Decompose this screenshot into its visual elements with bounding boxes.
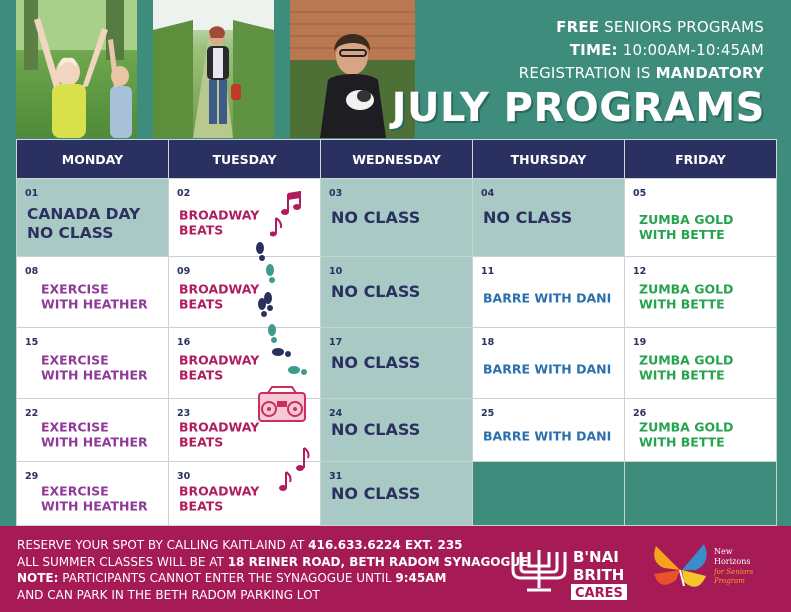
cell-activity: BROADWAY BEATS xyxy=(179,281,260,312)
svg-text:New: New xyxy=(714,547,733,556)
menorah-icon xyxy=(513,550,565,590)
calendar-cell xyxy=(625,179,777,257)
cell-date: 29 xyxy=(25,471,39,482)
calendar-cell xyxy=(321,179,473,257)
cell-date: 26 xyxy=(633,408,647,419)
calendar-week-row xyxy=(17,399,777,462)
cell-activity: NO CLASS xyxy=(331,483,421,503)
cell-activity: ZUMBA GOLD WITH BETTE xyxy=(639,419,734,450)
parking-line: AND CAN PARK IN THE BETH RADOM PARKING LOT xyxy=(17,587,320,602)
cell-date: 17 xyxy=(329,337,343,348)
cell-date: 01 xyxy=(25,188,39,199)
cell-date: 11 xyxy=(481,266,495,277)
cell-activity: BROADWAY BEATS xyxy=(179,419,260,450)
calendar-cell xyxy=(473,328,625,399)
calendar-cell xyxy=(625,328,777,399)
cell-date: 25 xyxy=(481,408,495,419)
calendar-cell xyxy=(473,179,625,257)
calendar-cell xyxy=(625,257,777,328)
cell-activity: BARRE WITH DANI xyxy=(483,428,612,444)
day-header-wednesday: WEDNESDAY xyxy=(321,140,473,179)
calendar-cell xyxy=(473,257,625,328)
cell-activity: BROADWAY BEATS xyxy=(179,352,260,383)
cell-date: 12 xyxy=(633,266,647,277)
brith-text: BRITH xyxy=(573,566,625,584)
cell-date: 16 xyxy=(177,337,191,348)
calendar-cell xyxy=(17,179,169,257)
day-header-thursday: THURSDAY xyxy=(473,140,625,179)
reserve-line: RESERVE YOUR SPOT BY CALLING KAITLAIND AT 416.633.6224 EXT. 235 xyxy=(17,538,463,552)
svg-text:Program: Program xyxy=(714,577,745,585)
calendar-cell xyxy=(17,399,169,462)
cell-date: 22 xyxy=(25,408,39,419)
cell-activity: ZUMBA GOLD WITH BETTE xyxy=(639,281,734,312)
cell-date: 03 xyxy=(329,188,343,199)
calendar-cell xyxy=(321,462,473,526)
cell-date: 23 xyxy=(177,408,191,419)
calendar-week-row xyxy=(17,179,777,257)
cell-activity: ZUMBA GOLD WITH BETTE xyxy=(639,352,734,383)
butterfly-icon xyxy=(654,544,707,587)
cell-activity: BARRE WITH DANI xyxy=(483,361,612,377)
cell-activity: CANADA DAY NO CLASS xyxy=(27,205,141,242)
cell-activity: EXERCISE WITH HEATHER xyxy=(41,281,148,312)
day-header-friday: FRIDAY xyxy=(625,140,777,179)
calendar-cell xyxy=(473,399,625,462)
cell-date: 10 xyxy=(329,266,343,277)
calendar-cell xyxy=(321,257,473,328)
cell-date: 18 xyxy=(481,337,495,348)
calendar-cell xyxy=(321,399,473,462)
registration-line: REGISTRATION IS MANDATORY xyxy=(518,64,764,82)
photo-senior-walking xyxy=(153,0,274,138)
bnai-brith-cares-logo xyxy=(505,540,630,602)
day-header-monday: MONDAY xyxy=(17,140,169,179)
boombox-icon xyxy=(258,385,306,423)
program-calendar xyxy=(16,139,777,526)
footer-banner xyxy=(0,526,791,612)
calendar-cell-empty xyxy=(625,462,777,526)
calendar-cell xyxy=(17,328,169,399)
cares-text: CARES xyxy=(575,586,623,601)
cell-activity: EXERCISE WITH HEATHER xyxy=(41,482,148,514)
footer-info xyxy=(17,537,528,603)
music-note-icon xyxy=(270,190,310,240)
cell-activity: NO CLASS xyxy=(331,420,421,440)
cell-activity: ZUMBA GOLD WITH BETTE xyxy=(639,211,734,242)
cell-activity: NO CLASS xyxy=(331,207,421,227)
cell-activity: EXERCISE WITH HEATHER xyxy=(41,352,148,383)
cell-date: 24 xyxy=(329,408,343,419)
page-title: JULY PROGRAMS xyxy=(391,85,765,131)
cell-activity: NO CLASS xyxy=(331,353,421,373)
calendar-week-row xyxy=(17,462,777,526)
cell-activity: BROADWAY BEATS xyxy=(179,482,260,514)
cell-activity: BROADWAY BEATS xyxy=(179,206,260,238)
music-note-icon xyxy=(278,446,312,494)
new-horizons-logo xyxy=(650,540,770,600)
calendar-week-row xyxy=(17,328,777,399)
cell-date: 08 xyxy=(25,266,39,277)
photo-seniors-cheering xyxy=(16,0,137,138)
calendar-cell xyxy=(625,399,777,462)
calendar-week-row xyxy=(17,257,777,328)
calendar-cell xyxy=(17,257,169,328)
cell-activity: NO CLASS xyxy=(331,282,421,302)
cell-activity: BARRE WITH DANI xyxy=(483,290,612,306)
program-info xyxy=(519,16,764,85)
calendar-cell xyxy=(17,462,169,526)
cell-date: 02 xyxy=(177,188,191,199)
calendar-cell xyxy=(321,328,473,399)
cell-date: 04 xyxy=(481,188,495,199)
bnai-text: B'NAI xyxy=(573,548,619,566)
svg-text:for Seniors: for Seniors xyxy=(714,568,754,576)
day-header-tuesday: TUESDAY xyxy=(169,140,321,179)
cell-date: 05 xyxy=(633,188,647,199)
time-line: TIME: 10:00AM-10:45AM xyxy=(569,41,764,59)
note-line: NOTE: PARTICIPANTS CANNOT ENTER THE SYNAGOGUE UNTIL 9:45AM xyxy=(17,571,447,585)
calendar-cell-empty xyxy=(473,462,625,526)
cell-activity: NO CLASS xyxy=(483,207,573,227)
cell-date: 09 xyxy=(177,266,191,277)
footprint-icon xyxy=(250,240,320,390)
cell-date: 30 xyxy=(177,471,191,482)
cell-date: 15 xyxy=(25,337,39,348)
calendar-header-row xyxy=(17,140,777,179)
svg-text:Horizons: Horizons xyxy=(714,557,751,566)
free-seniors-line: FREE SENIORS PROGRAMS xyxy=(556,18,764,36)
cell-activity: EXERCISE WITH HEATHER xyxy=(41,419,148,450)
cell-date: 19 xyxy=(633,337,647,348)
location-line: ALL SUMMER CLASSES WILL BE AT 18 REINER ROAD, BETH RADOM SYNAGOGUE xyxy=(17,554,529,569)
cell-date: 31 xyxy=(329,471,343,482)
